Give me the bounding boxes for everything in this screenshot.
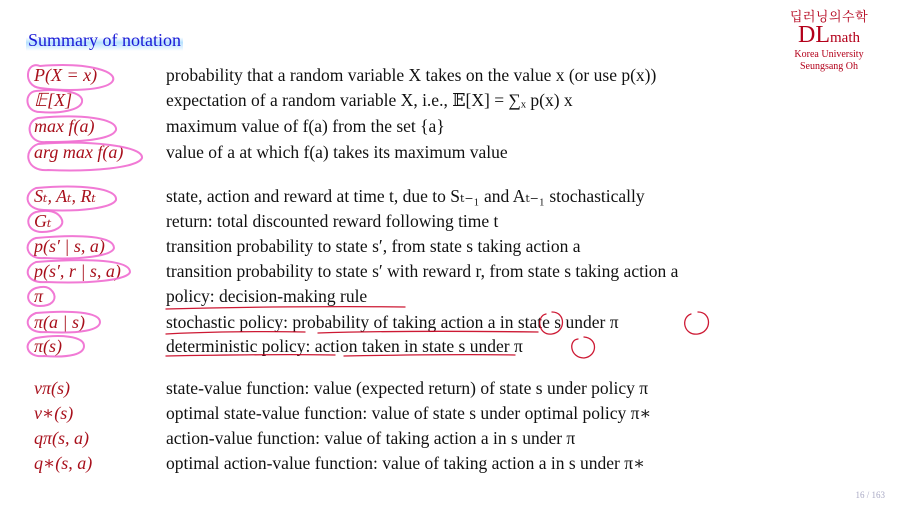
notation-description: maximum value of f(a) from the set {a} (166, 116, 445, 136)
notation-description: value of a at which f(a) takes its maximum value (166, 142, 508, 162)
notation-description: policy: decision-making rule (166, 286, 368, 306)
notation-symbol: π(s) (34, 336, 63, 356)
notation-row (0, 89, 909, 113)
logo-author: Seungsang Oh (799, 61, 859, 72)
notation-row (0, 141, 909, 165)
notation-symbol: p(s′ | s, a) (34, 236, 105, 256)
notation-symbol: v∗(s) (34, 403, 74, 423)
slide-title: Summary of notation (28, 30, 181, 50)
notation-row (0, 452, 909, 476)
logo-math: math (830, 30, 860, 46)
notation-description: optimal action-value function: value of taking action a in s under π∗ (166, 453, 645, 473)
notation-description: action-value function: value of taking action a in s under π (166, 428, 576, 448)
notation-row (0, 64, 909, 88)
logo-dl: DL (798, 22, 830, 48)
notation-symbol: Sₜ, Aₜ, Rₜ (34, 186, 96, 206)
notation-description: deterministic policy: action taken in state s under π (166, 336, 523, 356)
notation-row (0, 185, 909, 209)
notation-row (0, 402, 909, 426)
notation-symbol: p(s′, r | s, a) (34, 261, 121, 281)
notation-symbol: P(X = x) (34, 65, 98, 85)
notation-description: expectation of a random variable X, i.e., 𝔼[X] = ∑ₓ p(x) x (166, 90, 573, 110)
logo-wordmark (769, 24, 889, 49)
notation-description: transition probability to state s′ with reward r, from state s taking action a (166, 261, 679, 281)
notation-row (0, 235, 909, 259)
notation-description: state, action and reward at time t, due to Sₜ₋₁ and Aₜ₋₁ stochastically (166, 186, 645, 206)
notation-description: probability that a random variable X takes on the value x (or use p(x)) (166, 65, 657, 85)
notation-symbol: 𝔼[X] (34, 90, 73, 110)
notation-symbol: q∗(s, a) (34, 453, 93, 473)
logo-university: Korea University (794, 49, 864, 60)
notation-row (0, 210, 909, 234)
notation-description: optimal state-value function: value of state s under optimal policy π∗ (166, 403, 652, 423)
notation-row (0, 335, 909, 359)
notation-symbol: qπ(s, a) (34, 428, 90, 448)
notation-description: transition probability to state s′, from state s taking action a (166, 236, 581, 256)
notation-symbol: π (34, 286, 44, 306)
notation-description: state-value function: value (expected return) of state s under policy π (166, 378, 649, 398)
notation-symbol: arg max f(a) (34, 142, 124, 162)
notation-row (0, 285, 909, 309)
notation-row (0, 377, 909, 401)
notation-row (0, 311, 909, 335)
notation-symbol: vπ(s) (34, 378, 70, 398)
notation-row (0, 260, 909, 284)
notation-row (0, 427, 909, 451)
notation-row (0, 115, 909, 139)
logo-korean-text: 딥러닝의수학 (789, 9, 869, 24)
notation-description: stochastic policy: probability of taking action a in state s under π (166, 312, 619, 332)
page-number: 16 / 163 (855, 490, 885, 500)
notation-description: return: total discounted reward following time t (166, 211, 499, 231)
notation-symbol: max f(a) (34, 116, 95, 136)
notation-symbol: π(a | s) (34, 312, 85, 332)
notation-symbol: Gₜ (34, 211, 52, 231)
